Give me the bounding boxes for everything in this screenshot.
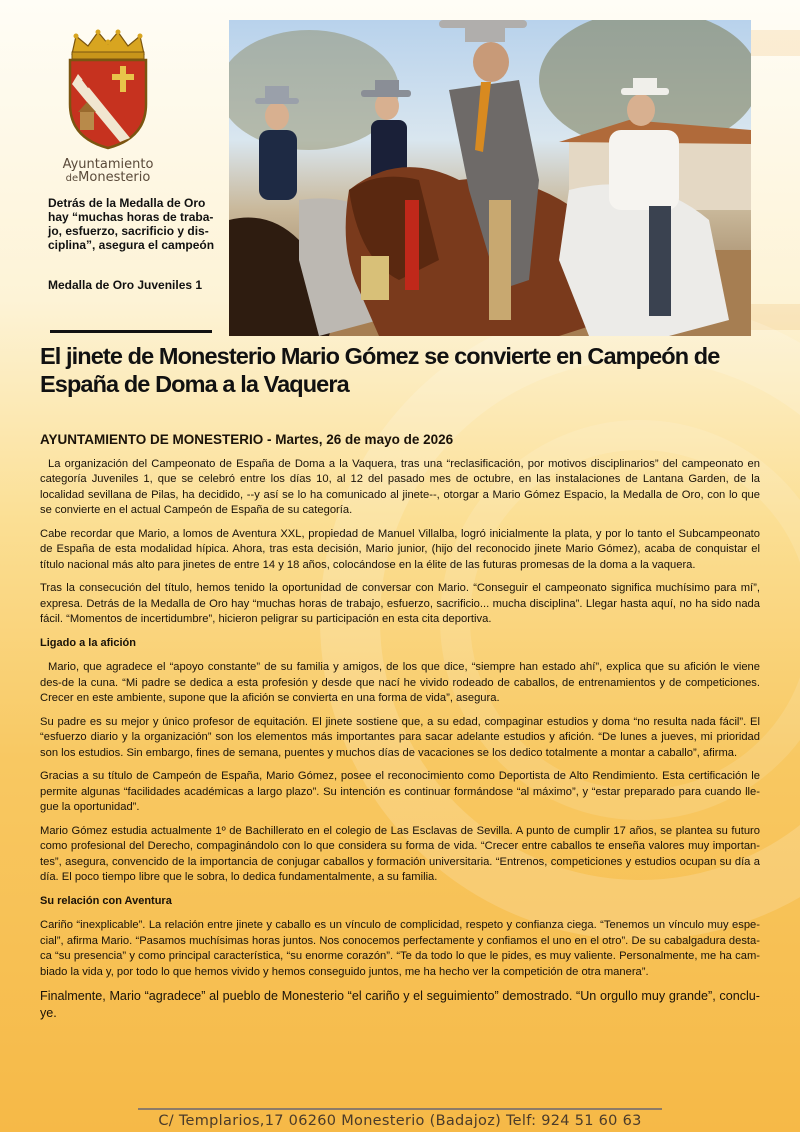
footer-divider xyxy=(138,1108,662,1110)
article-paragraph: Cabe recordar que Mario, a lomos de Aventura XXL, propiedad de Manuel Villalba, logró inicialmente la plata, y por lo tanto el Subcampeonato de España de esta modalidad hípica. Ahora, tras esta decisión, Mario junior, (hijo del reconocido jinete Mario Gómez), acaba de conquistar el título nacional más alto para jinetes de entre 14 y 18 años, colocándose en la élite de las futuras promesas de la doma a la vaquera. xyxy=(40,527,760,571)
article-paragraph: Mario Gómez estudia actualmente 1º de Bachillerato en el colegio de Las Esclavas de Sevilla. A punto de cumplir 17 años, se plantea su futuro como profesional del Derecho, compaginándolo con lo que considera su forma de vida. “Crecer entre caballos te enseña valores muy importan-tes”, asegura, convencido de la importancia de conjugar caballos y formación universitaria. “Entrenos, competiciones y estudios ocupan su día a día. El poco tiempo libre que le sobra, lo dedica fundamentalmente, a su familia. xyxy=(40,824,760,883)
article-paragraph: La organización del Campeonato de España de Doma a la Vaquera, tras una “reclasificación, por motivos disciplinarios” del campeonato en categoría Juveniles 1, que se celebró entre los días 10, al 12 del pasado mes de octubre, en las instalaciones de Lantana Garden, de la localidad sevillana de Pilas, ha decidido, --y así se lo ha comunicado al jinete--, otorgar a Mario Gómez Espacio, la Medalla de Oro, con lo que se convierte en el actual Campeón de España de su categoría. xyxy=(40,457,760,516)
article-dateline: AYUNTAMIENTO DE MONESTERIO - Martes, 26 de mayo de 2026 xyxy=(40,432,454,447)
coat-of-arms-icon xyxy=(62,26,154,152)
article-paragraph: Tras la consecución del título, hemos tenido la oportunidad de conversar con Mario. “Conseguir el campeonato significa muchísimo para mí”, expresa. Detrás de la Medalla de Oro hay “muchas horas de trabajo, esfuerzo, sacrificio... mucha disciplina”. Llegar hasta aquí, no ha sido nada fácil. “Momentos de incertidumbre”, hicieron peligrar su participación en esta cita deportiva. xyxy=(40,582,760,625)
municipal-logo xyxy=(58,26,158,185)
riders-photo xyxy=(229,20,751,336)
photo-caption: Medalla de Oro Juveniles 1 xyxy=(48,278,203,292)
article-paragraph: Gracias a su título de Campeón de España, Mario Gómez, posee el reconocimiento como Deportista de Alto Rendimiento. Esta certificación le permite algunas “facilidades académicas a largo plazo”. Su intención es continuar formándose “al máximo”, y “estar preparado para cuando lle-gue la oportunidad”. xyxy=(40,770,760,813)
sidebar-divider xyxy=(50,330,212,333)
logo-name-line3: Monesterio xyxy=(78,170,151,185)
pull-quote: Detrás de la Medalla de Oro hay “muchas horas de traba-jo, esfuerzo, sacrificio y dis-ciplina”, asegura el campeón xyxy=(48,196,215,252)
section-heading: Su relación con Aventura xyxy=(40,894,172,907)
article-body xyxy=(40,432,760,1030)
article-headline: El jinete de Monesterio Mario Gómez se convierte en Campeón de España de Doma a la Vaquera xyxy=(40,343,720,397)
article-paragraph: Cariño “inexplicable”. La relación entre jinete y caballo es un vínculo de complicidad, respeto y confianza ciega. “Tenemos un vínculo muy espe-cial”, afirma Mario. “Pasamos muchísimas horas juntos. Nos conocemos perfectamente y confiamos el uno en el otro”. De su cabalgadura desta-ca “su presencia” y como principal característica, “su enorme corazón”. “Te da todo lo que le pides, es muy valiente. Personalmente, me ha cam-biado la vida y, por todo lo que hemos vivido y hemos conseguido juntos, me ha hecho ver la competición de otra manera”. xyxy=(40,919,760,978)
logo-name-line2: de xyxy=(65,173,79,184)
article-paragraph: Mario, que agradece el “apoyo constante” de su familia y amigos, de los que dice, “siempre han estado ahí”, explica que su afición le viene des-de la cuna. “Mi padre se dedica a esta profesión y desde que nací he vivido rodeado de caballos, de entrenamientos y de competiciones. Crecer en este ambiente, supone que la afición se convierta en una forma de vida”, asegura. xyxy=(40,661,760,704)
article-closing-paragraph: Finalmente, Mario “agradece” al pueblo de Monesterio “el cariño y el seguimiento” demostrado. “Un orgullo muy grande”, conclu-ye. xyxy=(40,989,760,1020)
logo-name-line1: Ayuntamiento xyxy=(62,157,154,172)
footer-address: C/ Templarios,17 06260 Monesterio (Badajoz) Telf: 924 51 60 63 xyxy=(158,1113,642,1129)
section-heading: Ligado a la afición xyxy=(40,636,136,649)
article-paragraph: Su padre es su mejor y único profesor de equitación. El jinete sostiene que, a su edad, compaginar estudios y doma “no resulta nada fácil”. El “esfuerzo diario y la organización” son los elementos más importantes para sacar adelante estudios y afición. “De lunes a jueves, mi prioridad son los estudios. Sin embargo, fines de semana, puentes y muchos días de vacaciones se los dedico totalmente a montar a caballo”, afirma. xyxy=(40,715,760,759)
